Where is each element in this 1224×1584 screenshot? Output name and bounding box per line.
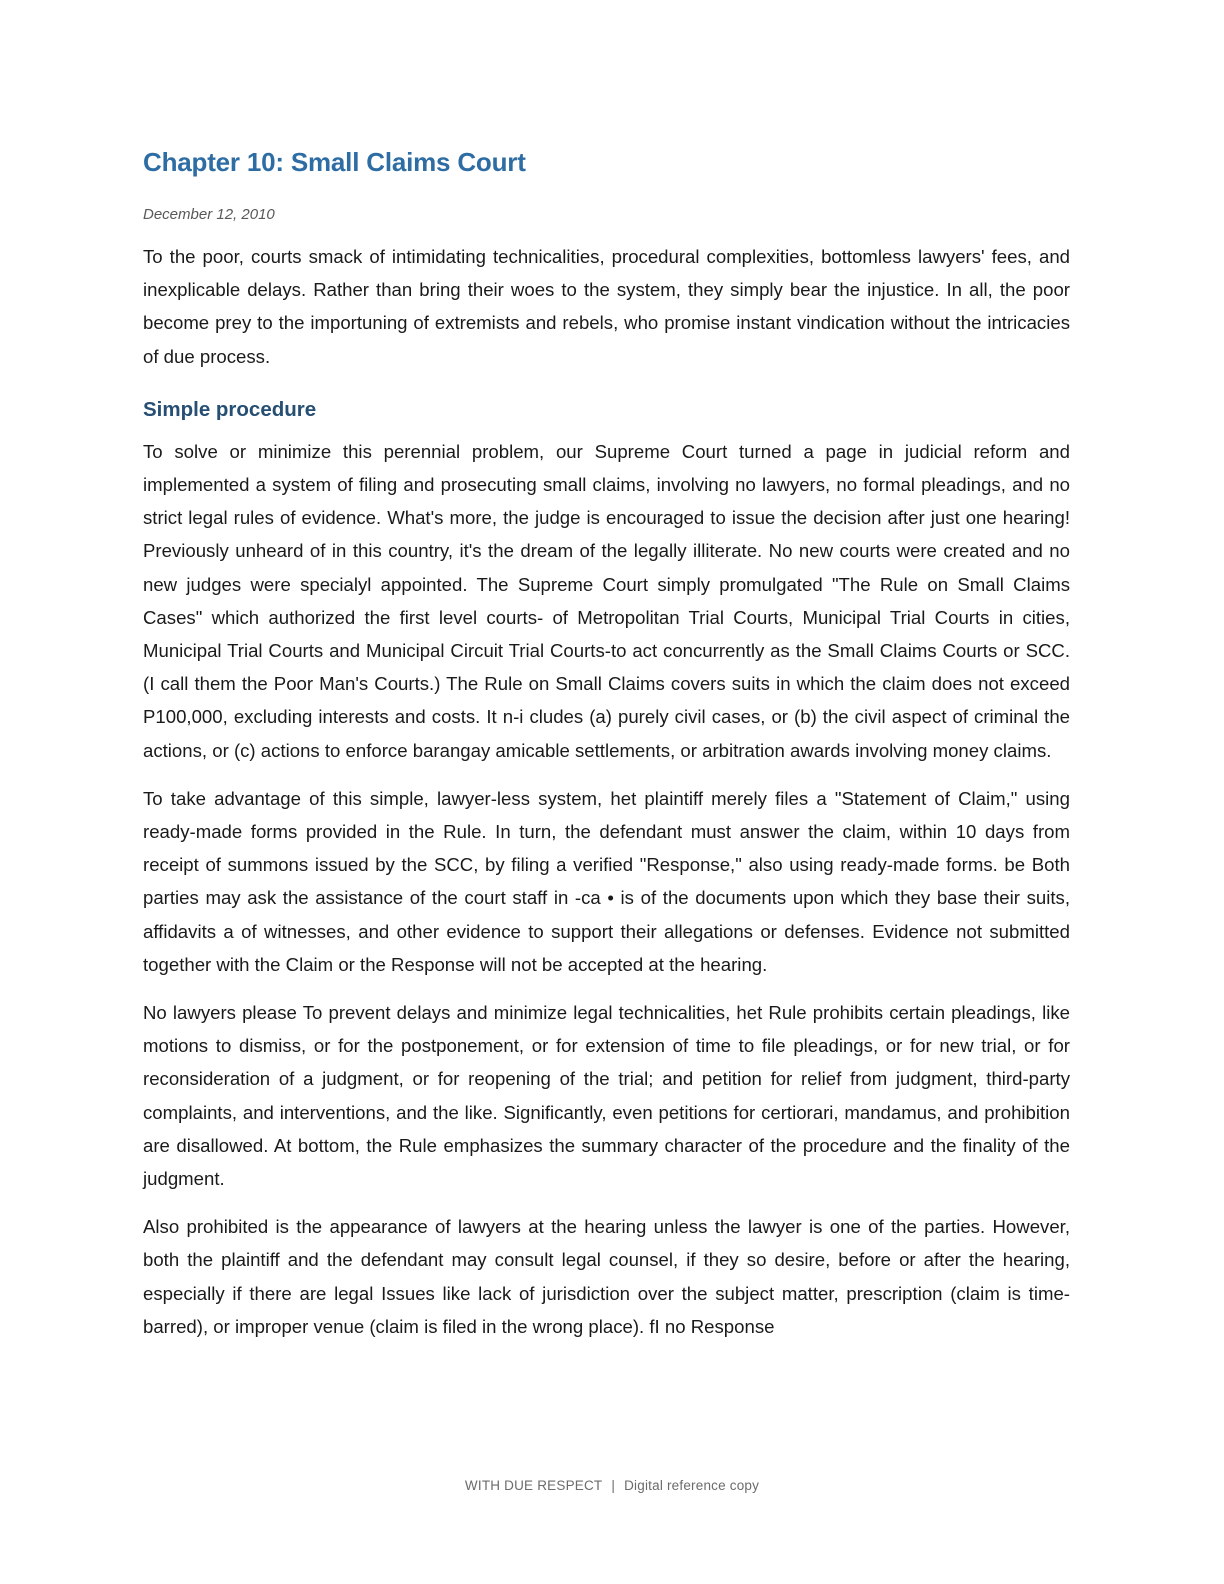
footer-publication: WITH DUE RESPECT [464, 1478, 603, 1493]
body-paragraph-1: To solve or minimize this perennial problem, our Supreme Court turned a page in judicial reform and implemented a system of filing and prosecuting small claims, involving no lawyers, no formal pleadings, and no strict legal rules of evidence. What's more, the judge is encouraged to issue the decision after just one hearing! Previously unheard of in this country, it's the dream of the legally illiterate. No new courts were created and no new judges were specialyl appointed. The Supreme Court simply promulgated "The Rule on Small Claims Cases" which authorized the first level courts- of Metropolitan Trial Courts, Municipal Trial Courts in cities, Municipal Trial Courts and Municipal Circuit Trial Courts-to act concurrently as the Small Claims Courts or SCC. (I call them the Poor Man's Courts.) The Rule on Small Claims covers suits in which the claim does not exceed P100,000, excluding interests and costs. It n-i cludes (a) purely civil cases, or (b) the civil aspect of criminal the actions, or (c) actions to enforce barangay amicable settlements, or arbitration awards involving money claims. [143, 440, 1070, 761]
publication-date: December 12, 2010 [143, 206, 275, 223]
body-paragraph-4: Also prohibited is the appearance of lawyers at the hearing unless the lawyer is one of the parties. However, both the plaintiff and the defendant may consult legal counsel, if they so desire, before or after the hearing, especially if there are legal Issues like lack of jurisdiction over the subject matter, prescription (claim is time-barred), or improper venue (claim is filed in the wrong place). fI no Response [143, 1216, 1070, 1337]
page-footer [0, 1478, 1224, 1493]
body-paragraph-3: No lawyers please To prevent delays and minimize legal technicalities, het Rule prohibits certain pleadings, like motions to dismiss, or for the postponement, or for extension of time to file pleadings, or for new trial, or for reconsideration of a judgment, or for reopening of the trial; and petition for relief from judgment, third-party complaints, and interventions, and the like. Significantly, even petitions for certiorari, mandamus, and prohibition are disallowed. At bottom, the Rule emphasizes the summary character of the procedure and the finality of the judgment. [143, 1002, 1070, 1190]
section-heading: Simple procedure [143, 397, 317, 421]
intro-paragraph: To the poor, courts smack of intimidating technicalities, procedural complexities, bottomless lawyers' fees, and inexplicable delays. Rather than bring their woes to the system, they simply bear the injustice. In all, the poor become prey to the importuning of extremists and rebels, who promise instant vindication without the intricacies of due process. [143, 246, 1070, 367]
footer-separator: | [611, 1478, 616, 1493]
chapter-title: Chapter 10: Small Claims Court [143, 147, 526, 177]
body-paragraph-2: To take advantage of this simple, lawyer-less system, het plaintiff merely files a "Statement of Claim," using ready-made forms provided in the Rule. In turn, the defendant must answer the claim, within 10 days from receipt of summons issued by the SCC, by filing a verified "Response," also using ready-made forms. be Both parties may ask the assistance of the court staff in -ca • is of the documents upon which they base their suits, affidavits a of witnesses, and other evidence to support their allegations or defenses. Evidence not submitted together with the Claim or the Response will not be accepted at the hearing. [143, 787, 1070, 975]
footer-note: Digital reference copy [624, 1478, 760, 1493]
document-page [143, 140, 1070, 1343]
